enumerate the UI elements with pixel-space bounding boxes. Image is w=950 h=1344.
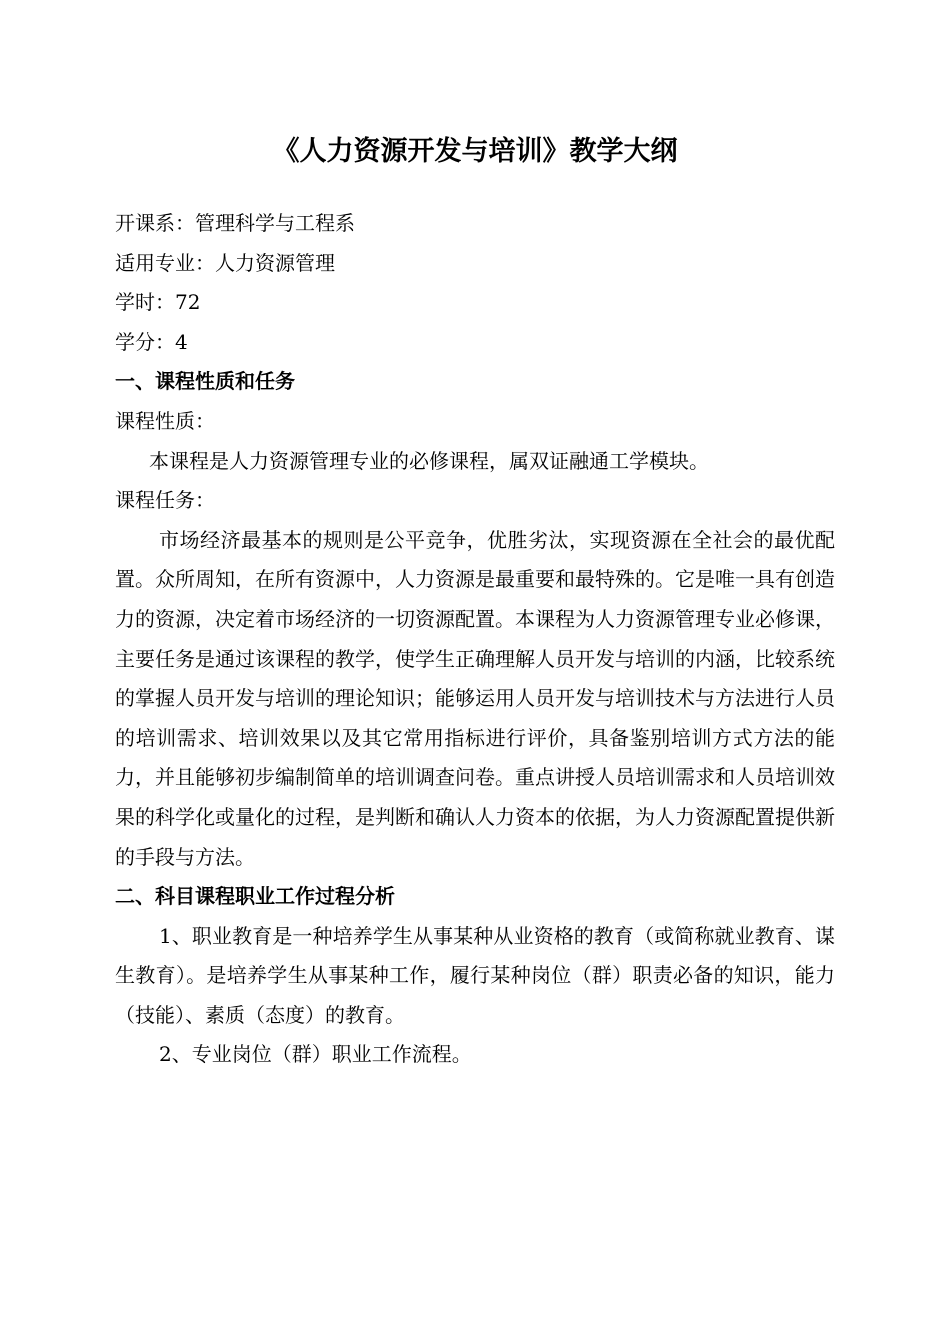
department-line: 开课系：管理科学与工程系 (115, 211, 355, 235)
credits-line: 学分：4 (115, 329, 188, 354)
section-heading-nature-task: 一、课程性质和任务 (115, 369, 295, 394)
section-heading-process-analysis: 二、科目课程职业工作过程分析 (115, 884, 395, 909)
task-label: 课程任务： (115, 488, 215, 513)
major-line: 适用专业：人力资源管理 (115, 250, 335, 275)
process-item-2: 2、专业岗位（群）职业工作流程。 (159, 1042, 472, 1067)
task-text: 市场经济最基本的规则是公平竞争，优胜劣汰，实现资源在全社会的最优配置。众所周知，在所有资源中，人力资源是最重要和最特殊的。它是唯一具有创造力的资源，决定着市场经济的一切资源配置。本课程为人力资源管理专业必修课，主要任务是通过该课程的教学，使学生正确理解人员开发与培训的内涵，比较系统的掌握人员开发与培训的理论知识；能够运用人员开发与培训技术与方法进行人员的培训需求、培训效果以及其它常用指标进行评价，具备鉴别培训方式方法的能力，并且能够初步编制简单的培训调查问卷。重点讲授人员培训需求和人员培训效果的科学化或量化的过程，是判断和确认人力资本的依据，为人力资源配置提供新的手段与方法。 (115, 527, 835, 869)
hours-line: 学时：72 (115, 290, 201, 315)
document-body (115, 204, 835, 1075)
document-title: 《人力资源开发与培训》教学大纲 (272, 136, 678, 167)
nature-text: 本课程是人力资源管理专业的必修课程，属双证融通工学模块。 (149, 448, 709, 473)
process-item-1: 1、职业教育是一种培养学生从事某种从业资格的教育（或简称就业教育、谋生教育）。是培养学生从事某种工作，履行某种岗位（群）职责必备的知识，能力（技能）、素质（态度）的教育。 (115, 923, 835, 1027)
nature-label: 课程性质： (115, 408, 215, 433)
